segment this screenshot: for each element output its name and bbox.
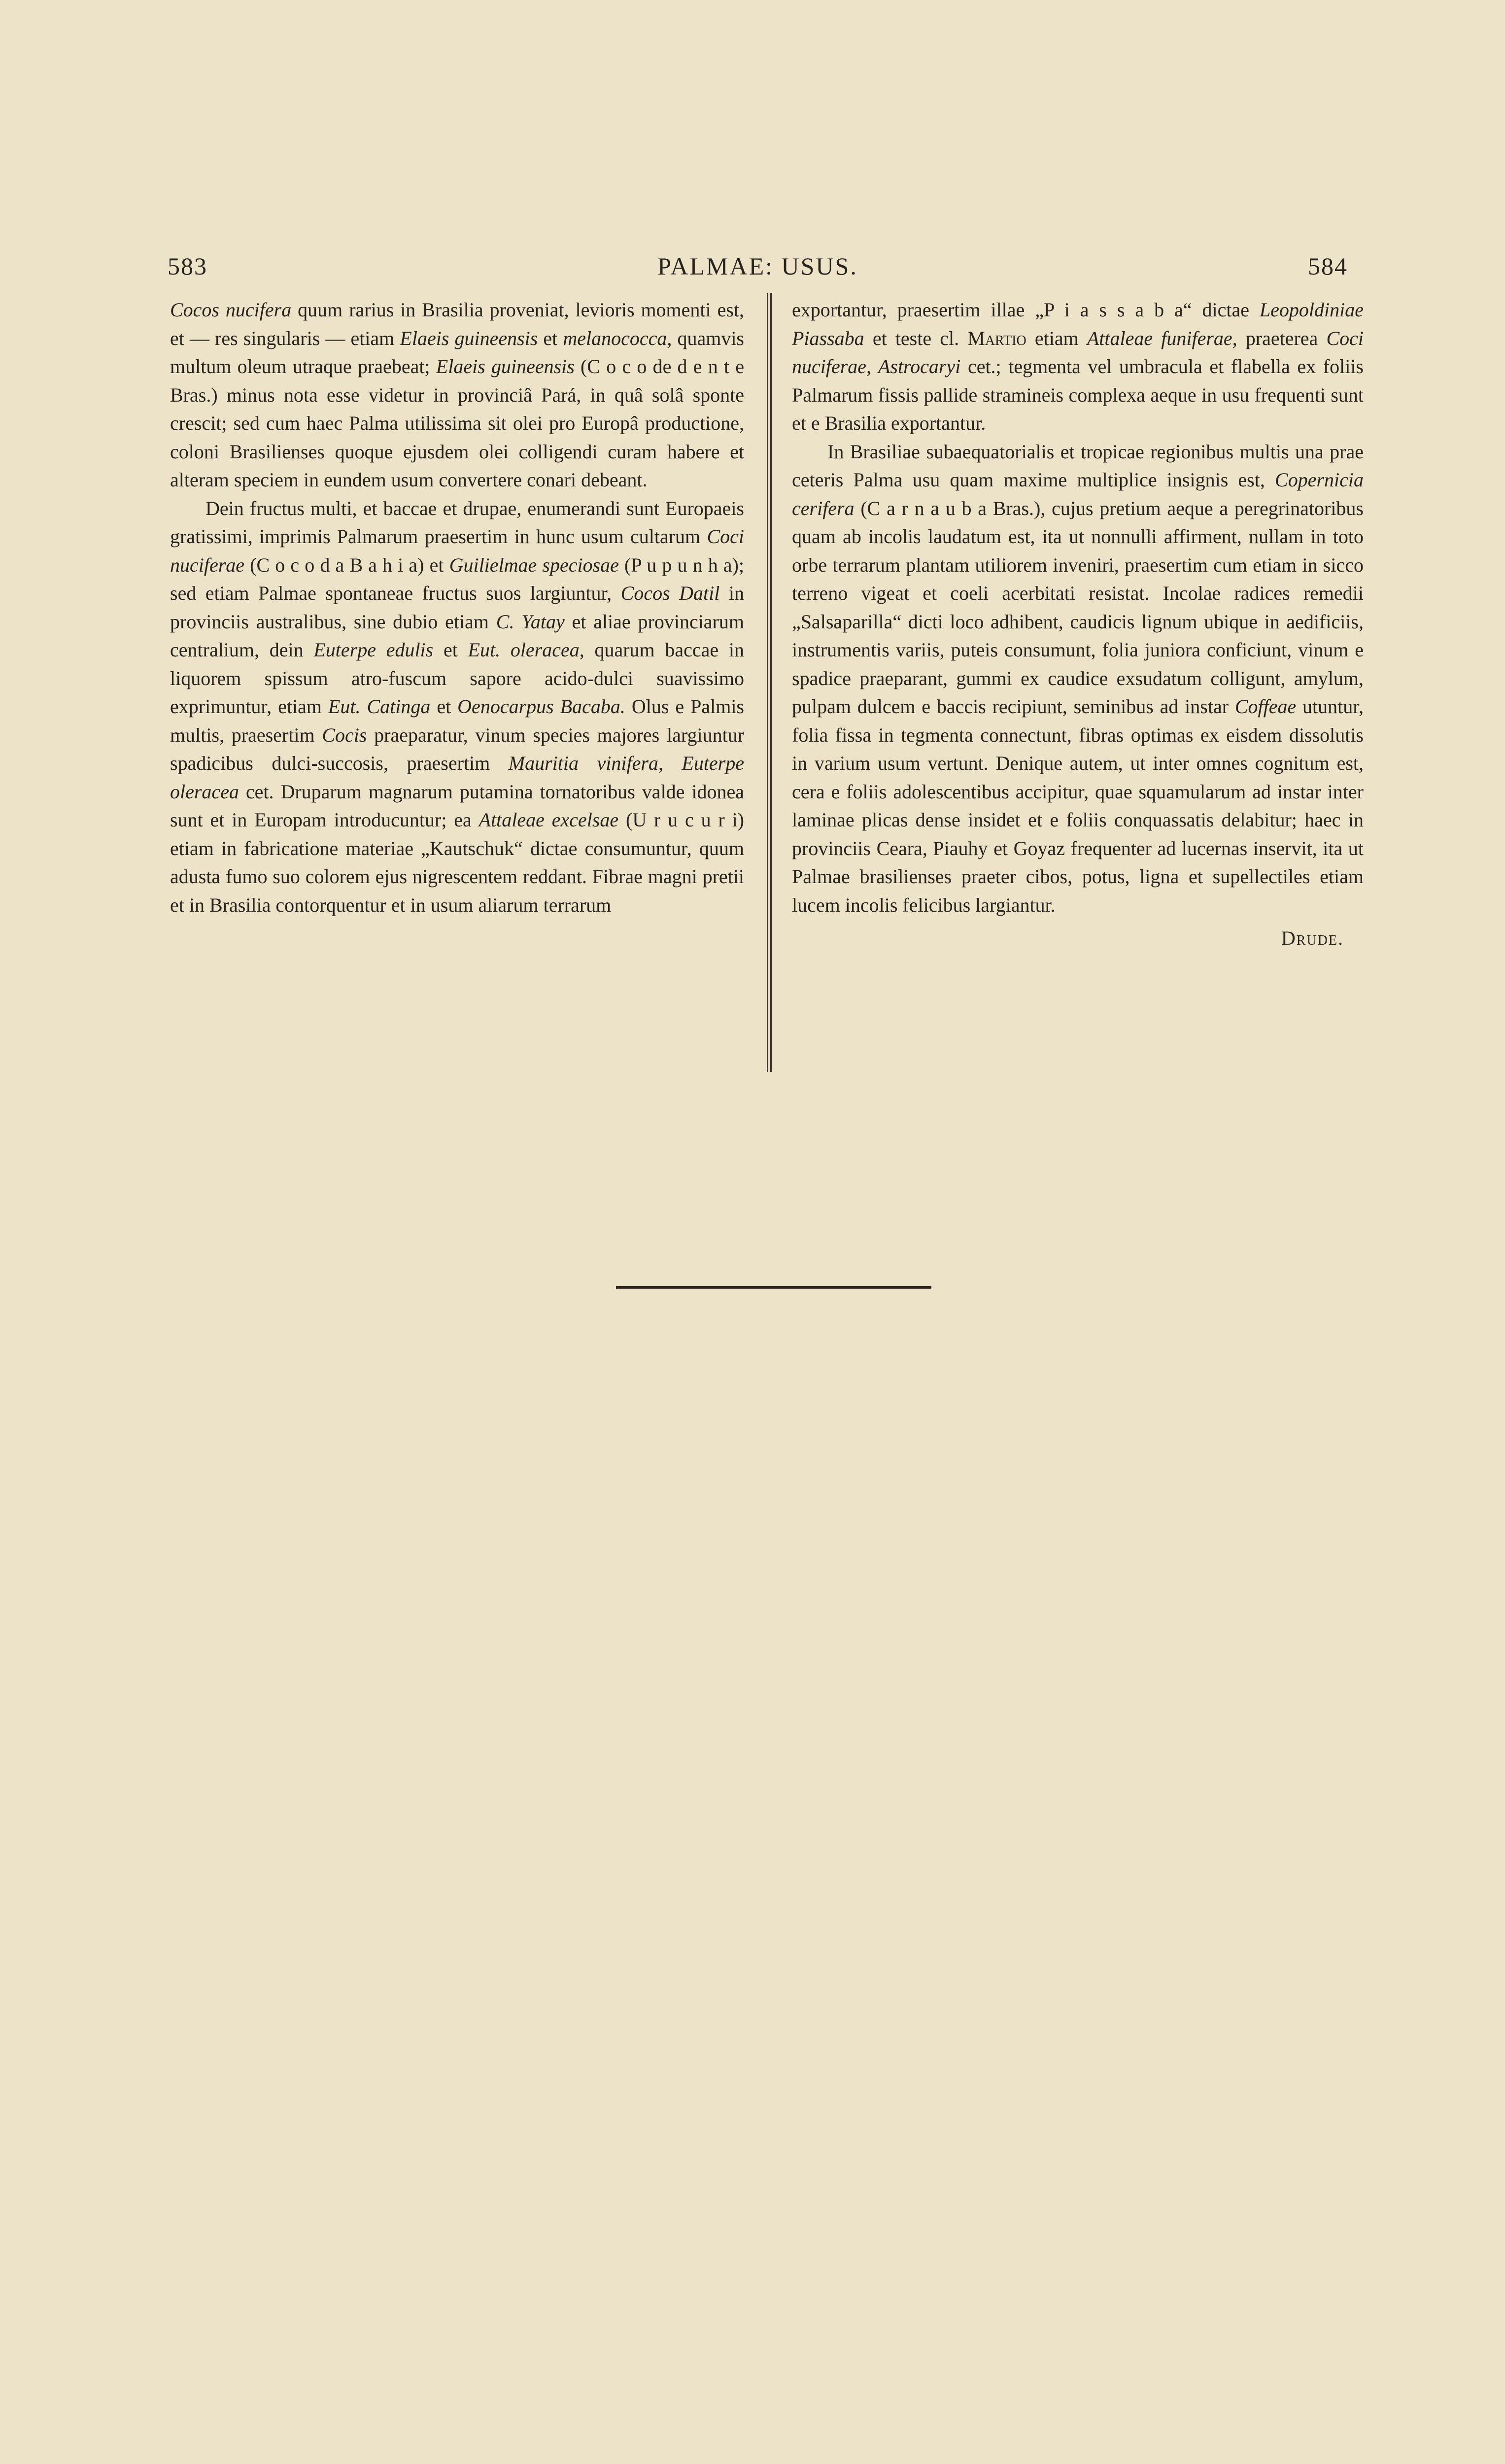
italic-text-run: Euterpe edulis — [313, 639, 434, 661]
text-run: (U r u c u r i) etiam in fabricatione materiae „Kautschuk“ dictae consumuntur, quum adusta fumo suo colorem ejus nigrescentem reddant. Fibrae magni pretii et in Brasilia contorquentur et in usum aliarum terrarum — [170, 809, 744, 916]
text-run: In Brasiliae subaequatorialis et tropicae regionibus multis una prae ceteris Palma usu quam maxime multiplice insignis est, — [792, 440, 1364, 491]
text-run: (C o c o de d e n t e Bras.) minus nota esse videtur in provinciâ Pará, in quâ solâ sponte crescit; sed cum haec Palma utilissima sit olei pro Europâ productione, coloni Brasilienses quoque ejusdem olei colligendi curam habere et alteram speciem in eundem usum convertere conari debeant. — [170, 355, 744, 491]
text-run: cet.; tegmenta vel umbracula et flabella ex foliis Palmarum fissis pallide stramineis complexa aeque in usu frequenti sunt et e Brasilia exportantur. — [792, 355, 1364, 434]
right-paragraph-1 — [792, 296, 1364, 438]
italic-text-run: Leopoldiniae Piassaba — [792, 299, 1364, 349]
text-run: Dein fructus multi, et baccae et drupae, enumerandi sunt Europaeis gratissimi, imprimis Palmarum praesertim in hunc usum cultarum — [170, 497, 744, 548]
page-number-left: 583 — [168, 252, 207, 280]
left-paragraph-2 — [170, 494, 744, 920]
text-run: et aliae provinciarum centralium, dein — [170, 610, 744, 661]
text-run: et — [433, 639, 468, 661]
author-signature: Drude. — [1281, 927, 1344, 949]
right-column — [792, 296, 1364, 953]
italic-text-run: Elaeis guineensis — [400, 327, 538, 349]
text-run: exportantur, praesertim illae „P i a s s a b a“ dictae — [792, 299, 1260, 321]
text-run: et — [430, 695, 458, 718]
italic-text-run: Eut. oleracea, — [468, 639, 584, 661]
text-run: utuntur, folia fissa in tegmenta connectunt, fibras optimas ex eisdem dissolutis in varium usum vertunt. Denique autem, ut inter omnes cognitum est, cera e foliis adolescentibus accipitur, quae squamularum ad instar inter laminae plicas dense insidet et e foliis conquassatis delabitur; haec in provinciis Ceara, Piauhy et Goyaz frequenter ad lucernas inservit, ita ut Palmae brasilienses praeter cibos, potus, ligna et supellectiles etiam lucem incolis felicibus largiantur. — [792, 695, 1364, 916]
italic-text-run: melanococca, — [563, 327, 672, 349]
italic-text-run: Attaleae funiferae, — [1087, 327, 1237, 349]
right-paragraph-2 — [792, 438, 1364, 920]
text-run: etiam — [1026, 327, 1087, 349]
text-run: quum rarius in Brasilia proveniat, levioris momenti est, et — res singularis — etiam — [170, 299, 744, 349]
page-number-right: 584 — [1308, 252, 1348, 280]
italic-text-run: Coci nuciferae, Astrocaryi — [792, 327, 1364, 377]
italic-text-run: Cocos Datil — [620, 582, 720, 604]
italic-text-run: Elaeis guineensis — [436, 355, 575, 377]
text-run: (C a r n a u b a Bras.), cujus pretium aeque a peregrinatoribus quam ab incolis laudatum est, ita ut nonnulli affirment, nullam in toto orbe terrarum plantam utiliorem inveniri, praesertim cum etiam in sicco terreno vigeat et coeli acerbitati resistat. Incolae radices remedii „Salsaparilla“ dicti loco adhibent, caudicis lignum ubique in aedificiis, instrumentis variis, puteis consumunt, folia juniora conficiunt, vinum e spadice praeparant, gummi ex caudice exsudatum colligunt, amylum, pulpam dulcem e baccis recipiunt, seminibus ad instar — [792, 497, 1364, 718]
text-run: Olus e Palmis multis, praesertim — [170, 695, 744, 746]
italic-text-run: C. Yatay — [496, 610, 565, 633]
text-run: praeterea — [1237, 327, 1327, 349]
italic-text-run: Cocos nucifera — [170, 299, 292, 321]
column-divider — [767, 293, 772, 1072]
text-run: et — [538, 327, 563, 349]
italic-text-run: Eut. Catinga — [328, 695, 431, 718]
italic-text-run: Oenocarpus Bacaba. — [457, 695, 625, 718]
italic-text-run: Attaleae excelsae — [479, 809, 619, 831]
italic-text-run: Guilielmae speciosae — [449, 553, 619, 576]
text-run: praeparatur, vinum species majores largiuntur spadicibus dulci-succosis, praesertim — [170, 723, 744, 774]
text-run: cet. Druparum magnarum putamina tornatoribus valde idonea sunt et in Europam introducuntur; ea — [170, 780, 744, 831]
end-rule — [616, 1286, 931, 1289]
italic-text-run: Copernicia cerifera — [792, 469, 1364, 519]
italic-text-run: Coffeae — [1234, 695, 1297, 718]
smallcaps-text-run: Martio — [967, 327, 1026, 349]
italic-text-run: Coci nuciferae — [170, 525, 744, 576]
italic-text-run: Mauritia vinifera, Euterpe oleracea — [170, 752, 745, 803]
page-header — [168, 251, 1348, 281]
text-run: et teste cl. — [864, 327, 968, 349]
text-run: (C o c o d a B a h i a) et — [244, 553, 449, 576]
text-run: quarum baccae in liquorem spissum atro-fuscum sapore acido-dulci suavissimo exprimuntur, etiam — [170, 639, 744, 718]
text-run: in provinciis australibus, sine dubio etiam — [170, 582, 744, 633]
italic-text-run: Cocis — [322, 723, 367, 746]
running-title: PALMAE: USUS. — [657, 252, 858, 280]
left-paragraph-1 — [170, 296, 744, 494]
left-column — [170, 296, 744, 919]
text-run: (P u p u n h a); sed etiam Palmae spontaneae fructus suos largiuntur, — [170, 553, 744, 604]
text-run: quamvis multum oleum utraque praebeat; — [170, 327, 745, 377]
